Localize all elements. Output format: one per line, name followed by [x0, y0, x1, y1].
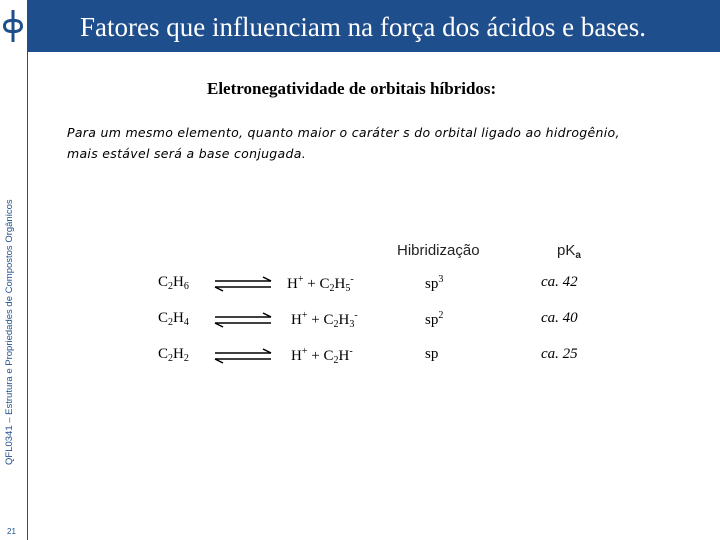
slide-number: 21	[7, 527, 16, 536]
table-row	[0, 274, 720, 298]
explanation-paragraph: Para um mesmo elemento, quanto maior o caráter s do orbital ligado ao hidrogênio, mais estável será a base conjugada.	[67, 125, 620, 161]
pka-value: ca. 42	[541, 274, 578, 290]
products-formula: $H^+ + C_2H^-$	[291, 346, 353, 366]
acid-formula: $C_2H_2$	[158, 346, 189, 364]
pka-value: ca. 40	[541, 310, 578, 326]
title-bar	[27, 0, 720, 52]
slide-title: Fatores que influenciam na força dos ácidos e bases.	[80, 12, 647, 42]
products-formula: $H^+ + C_2H_5^-$	[287, 274, 354, 294]
hybridization-value: sp	[425, 346, 439, 362]
acid-formula: $C_2H_4$	[158, 310, 189, 328]
hybridization-value: $sp^2$	[425, 310, 444, 328]
acid-formula: $C_2H_6$	[158, 274, 189, 292]
table-row	[0, 346, 720, 370]
pka-value: ca. 25	[541, 346, 578, 362]
equilibrium-arrow-icon	[213, 276, 273, 292]
course-name: QFL0341 – Estrutura e Propriedades de Compostos Orgânicos	[4, 199, 15, 465]
sidebar	[0, 0, 27, 540]
hybridization-value: $sp^3$	[425, 274, 444, 292]
section-heading: Eletronegatividade de orbitais híbridos:	[207, 79, 497, 98]
university-logo-icon	[2, 10, 24, 42]
hybridization-column-header: Hibridização	[397, 242, 480, 259]
equilibrium-arrow-icon	[213, 312, 273, 328]
pka-column-header: $pK_a$	[557, 242, 581, 261]
equilibrium-arrow-icon	[213, 348, 273, 364]
table-row	[0, 310, 720, 334]
products-formula: $H^+ + C_2H_3^-$	[291, 310, 358, 330]
